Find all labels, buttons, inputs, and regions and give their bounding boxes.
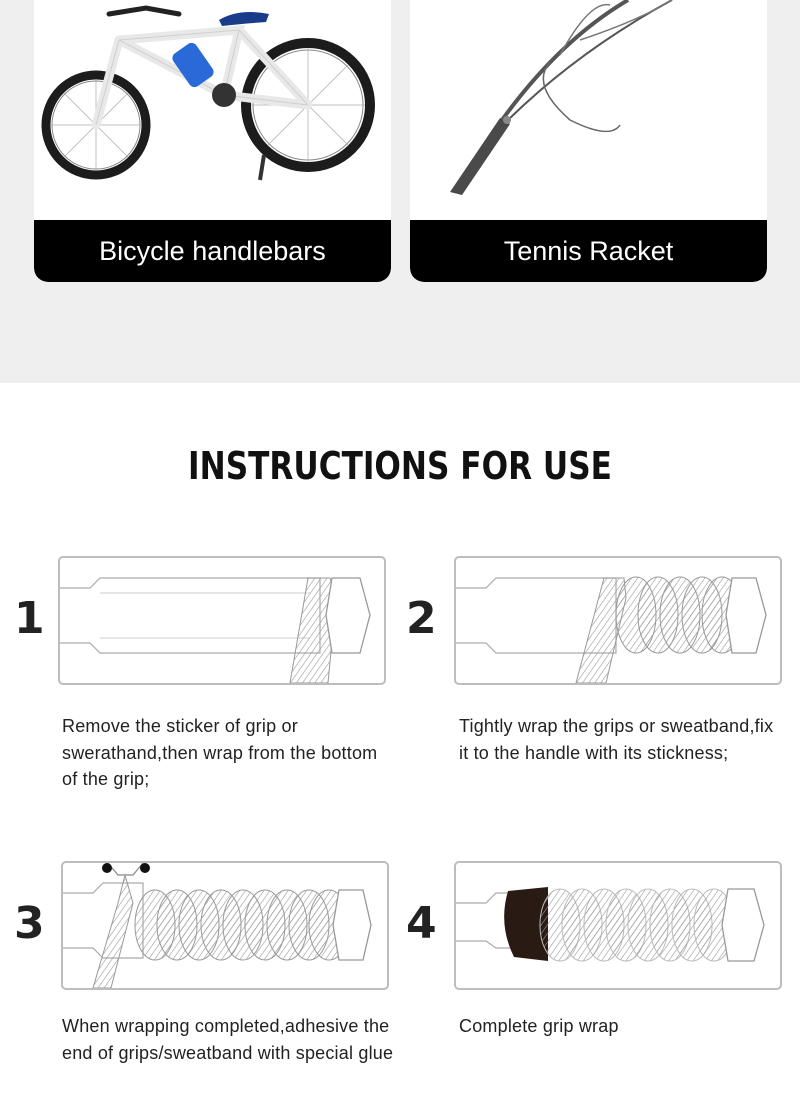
use-caption-tennis-racket: Tennis Racket — [410, 220, 767, 282]
use-card-bicycle — [34, 0, 391, 282]
bicycle-photo — [34, 0, 391, 220]
instructions-title: INSTRUCTIONS FOR USE — [188, 444, 612, 488]
step-3-illustration — [61, 861, 389, 990]
step-2-text: Tightly wrap the grips or sweatband,fix it to the handle with its stickness; — [459, 716, 774, 763]
step-1-illustration — [58, 556, 386, 685]
step-1-text: Remove the sticker of grip or swerathand,then wrap from the bottom of the grip; — [62, 716, 378, 789]
step-4-illustration — [454, 861, 782, 990]
step-2-illustration — [454, 556, 782, 685]
tennis-racket-photo — [410, 0, 767, 220]
use-caption-bicycle: Bicycle handlebars — [34, 220, 391, 282]
step-number-1: 1 — [14, 593, 45, 644]
step-3-text: When wrapping completed,adhesive the end of grips/sweatband with special glue — [62, 1016, 394, 1063]
step-4-text: Complete grip wrap — [459, 1016, 619, 1036]
step-number-4: 4 — [406, 898, 437, 949]
step-number-3: 3 — [14, 898, 45, 949]
step-number-2: 2 — [406, 593, 437, 644]
use-card-tennis-racket — [410, 0, 767, 282]
